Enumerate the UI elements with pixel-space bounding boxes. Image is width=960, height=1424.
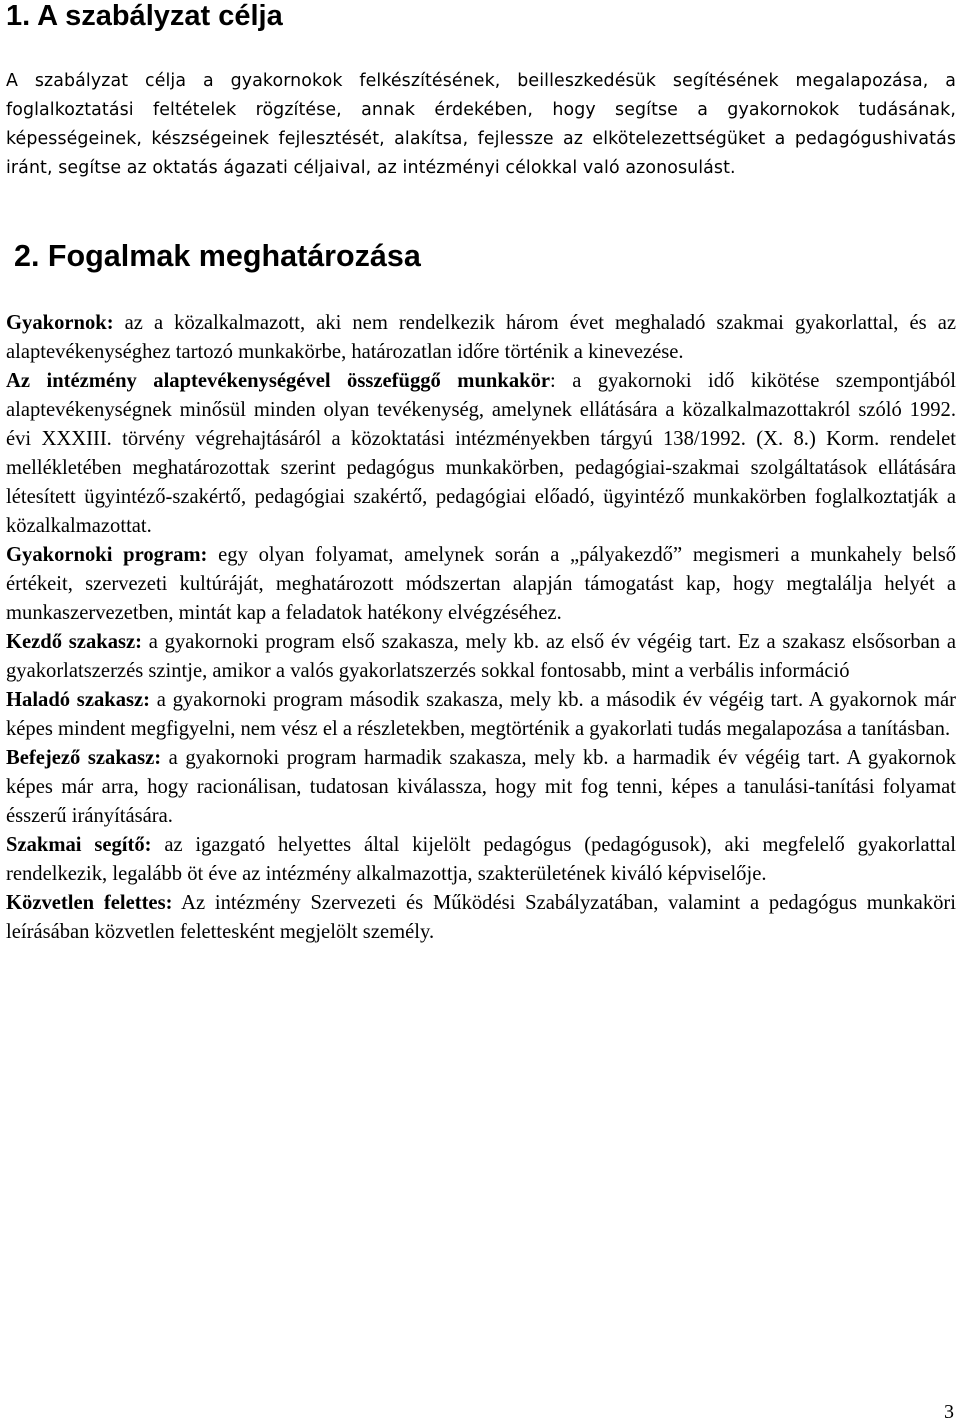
definition-text: a gyakornoki program első szakasza, mely kb. az első év végéig tart. Ez a szakasz elsősorban a gyakorlatszerzés szintje, amikor a valós gyakorlatszerzés sokkal fontosabb, mint a verbális információ	[6, 631, 956, 682]
definition-halado-szakasz	[6, 686, 956, 744]
definition-term: Befejező szakasz:	[6, 747, 162, 769]
definition-text: : a gyakornoki idő kikötése szempontjából alaptevékenységnek minősül minden olyan tevékenység, amelynek ellátására a közalkalmazottakról szóló 1992. évi XXXIII. törvény végrehajtásáról a közoktatási intézményekben tárgyú 138/1992. (X. 8.) Korm. rendelet mellékletében meghatározottak szerint pedagógus munkakörben, pedagógiai-szakmai szolgáltatások ellátására létesített ügyintéző-szakértő, pedagógiai szakértő, pedagógiai előadó, ügyintéző munkakörben foglalkoztatják a közalkalmazottat.	[6, 370, 957, 537]
definition-kozvetlen-felettes	[6, 889, 956, 947]
definition-gyakornok	[6, 309, 956, 367]
definition-text: az igazgató helyettes által kijelölt pedagógus (pedagógusok), aki megfelelő gyakorlattal rendelkezik, legalább öt éve az intézmény alkalmazottja, szakterületének kiváló képviselője.	[6, 834, 956, 885]
section-2-heading: 2. Fogalmak meghatározása	[14, 239, 421, 273]
definition-text: az a közalkalmazott, aki nem rendelkezik három évet meghaladó szakmai gyakorlattal, és az alaptevékenységhez tartozó munkakörbe, határozatlan időre történik a kinevezése.	[6, 312, 956, 363]
definition-term: Kezdő szakasz:	[6, 631, 143, 653]
definition-text: a gyakornoki program harmadik szakasza, mely kb. a harmadik év végéig tart. A gyakornok képes már arra, hogy racionálisan, tudatosan kiválassza, hogy mit fog tenni, képes a tanulási-tanítási folyamat ésszerű irányítására.	[6, 747, 956, 827]
definition-text: Az intézmény Szervezeti és Működési Szabályzatában, valamint a pedagógus munkaköri leírásában közvetlen felettesként megjelölt személy.	[6, 892, 956, 943]
section-1-paragraph: A szabályzat célja a gyakornokok felkészítésének, beilleszkedésük segítésének megalapozása, a foglalkoztatási feltételek rögzítése, annak érdekében, hogy segítse a gyakornokok tudásának, képességeinek, készségeinek fejlesztését, alakítsa, fejlessze az elkötelezettségüket a pedagógushivatás iránt, segítse az oktatás ágazati céljaival, az intézményi célokkal való azonosulást.	[6, 71, 956, 178]
definition-text: egy olyan folyamat, amelynek során a „pályakezdő” megismeri a munkahely belső értékeit, szervezeti kultúráját, meghatározott módszertan alapján támogatást kap, hogy megtalálja helyét a munkaszervezetben, mintát kap a feladatok hatékony elvégzéséhez.	[6, 544, 957, 624]
definition-szakmai-segito	[6, 831, 956, 889]
definition-term: Szakmai segítő:	[6, 834, 152, 856]
page-number: 3	[944, 1401, 954, 1423]
definition-gyakornoki-program	[6, 541, 956, 628]
definition-term: Az intézmény alaptevékenységével összefüggő munkakör	[6, 370, 551, 392]
section-1-heading: 1. A szabályzat célja	[6, 0, 283, 32]
definition-term: Gyakornok:	[6, 312, 114, 334]
definition-kezdo-szakasz	[6, 628, 956, 686]
definition-term: Gyakornoki program:	[6, 544, 208, 566]
definitions-list	[6, 309, 956, 947]
definition-befejezo-szakasz	[6, 744, 956, 831]
definition-term: Közvetlen felettes:	[6, 892, 173, 914]
document-page	[6, 0, 956, 947]
definition-alaptevekenyseg-munkakor	[6, 367, 956, 541]
definition-term: Haladó szakasz:	[6, 689, 151, 711]
definition-text: a gyakornoki program második szakasza, mely kb. a második év végéig tart. A gyakornok már képes mindent megfigyelni, nem vész el a részletekben, megtörténik a gyakorlati tudás megalapozása a tanításban.	[6, 689, 956, 740]
